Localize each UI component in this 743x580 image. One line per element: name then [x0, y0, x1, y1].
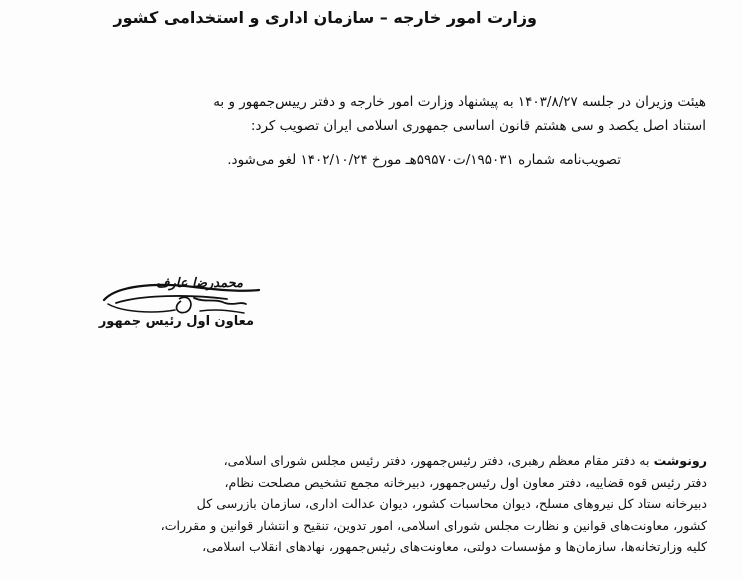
body-text-line-3: تصویب‌نامه شماره ۱۹۵۰۳۱/ت۵۹۵۷۰هـ مورخ ۱۴۰۲/۱۰/۲۴ لغو می‌شود.	[227, 152, 621, 168]
copies-line-5: کلیه وزارتخانه‌ها، سازمان‌ها و مؤسسات دولتی، معاونت‌های رئیس‌جمهور، نهادهای انقلاب اسلامی،	[202, 539, 707, 554]
copies-label: رونوشت	[653, 453, 707, 468]
signatory-name: محمدرضا عارف	[156, 276, 243, 291]
copies-line-4: کشور، معاونت‌های قوانین و نظارت مجلس شورای اسلامی، امور تدوین، تنقیح و انتشار قوانین و مقررات،	[160, 517, 707, 533]
body-text-line-2: استناد اصل یکصد و سی هشتم قانون اساسی جمهوری اسلامی ایران تصویب کرد:	[250, 118, 706, 134]
signature-block	[96, 264, 266, 334]
recipient-heading: وزارت امور خارجه – سازمان اداری و استخدامی کشور	[113, 8, 537, 27]
copies-line-1-text: به دفتر مقام معظم رهبری، دفتر رئیس‌جمهور، دفتر رئیس مجلس شورای اسلامی،	[223, 453, 650, 468]
copies-line-1	[27, 450, 707, 472]
copies-line-2: دفتر رئیس قوه قضاییه، دفتر معاون اول رئیس‌جمهور، دبیرخانه مجمع تشخیص مصلحت نظام،	[224, 474, 707, 490]
body-text-line-1: هیئت وزیران در جلسه ۱۴۰۳/۸/۲۷ به پیشنهاد وزارت امور خارجه و دفتر رییس‌جمهور و به	[213, 94, 706, 110]
copies-section	[27, 450, 707, 558]
copies-line-3: دبیرخانه ستاد کل نیروهای مسلح، دیوان محاسبات کشور، دیوان عدالت اداری، سازمان بازرسی کل	[196, 496, 707, 511]
signatory-title: معاون اول رئیس جمهور	[98, 314, 254, 329]
